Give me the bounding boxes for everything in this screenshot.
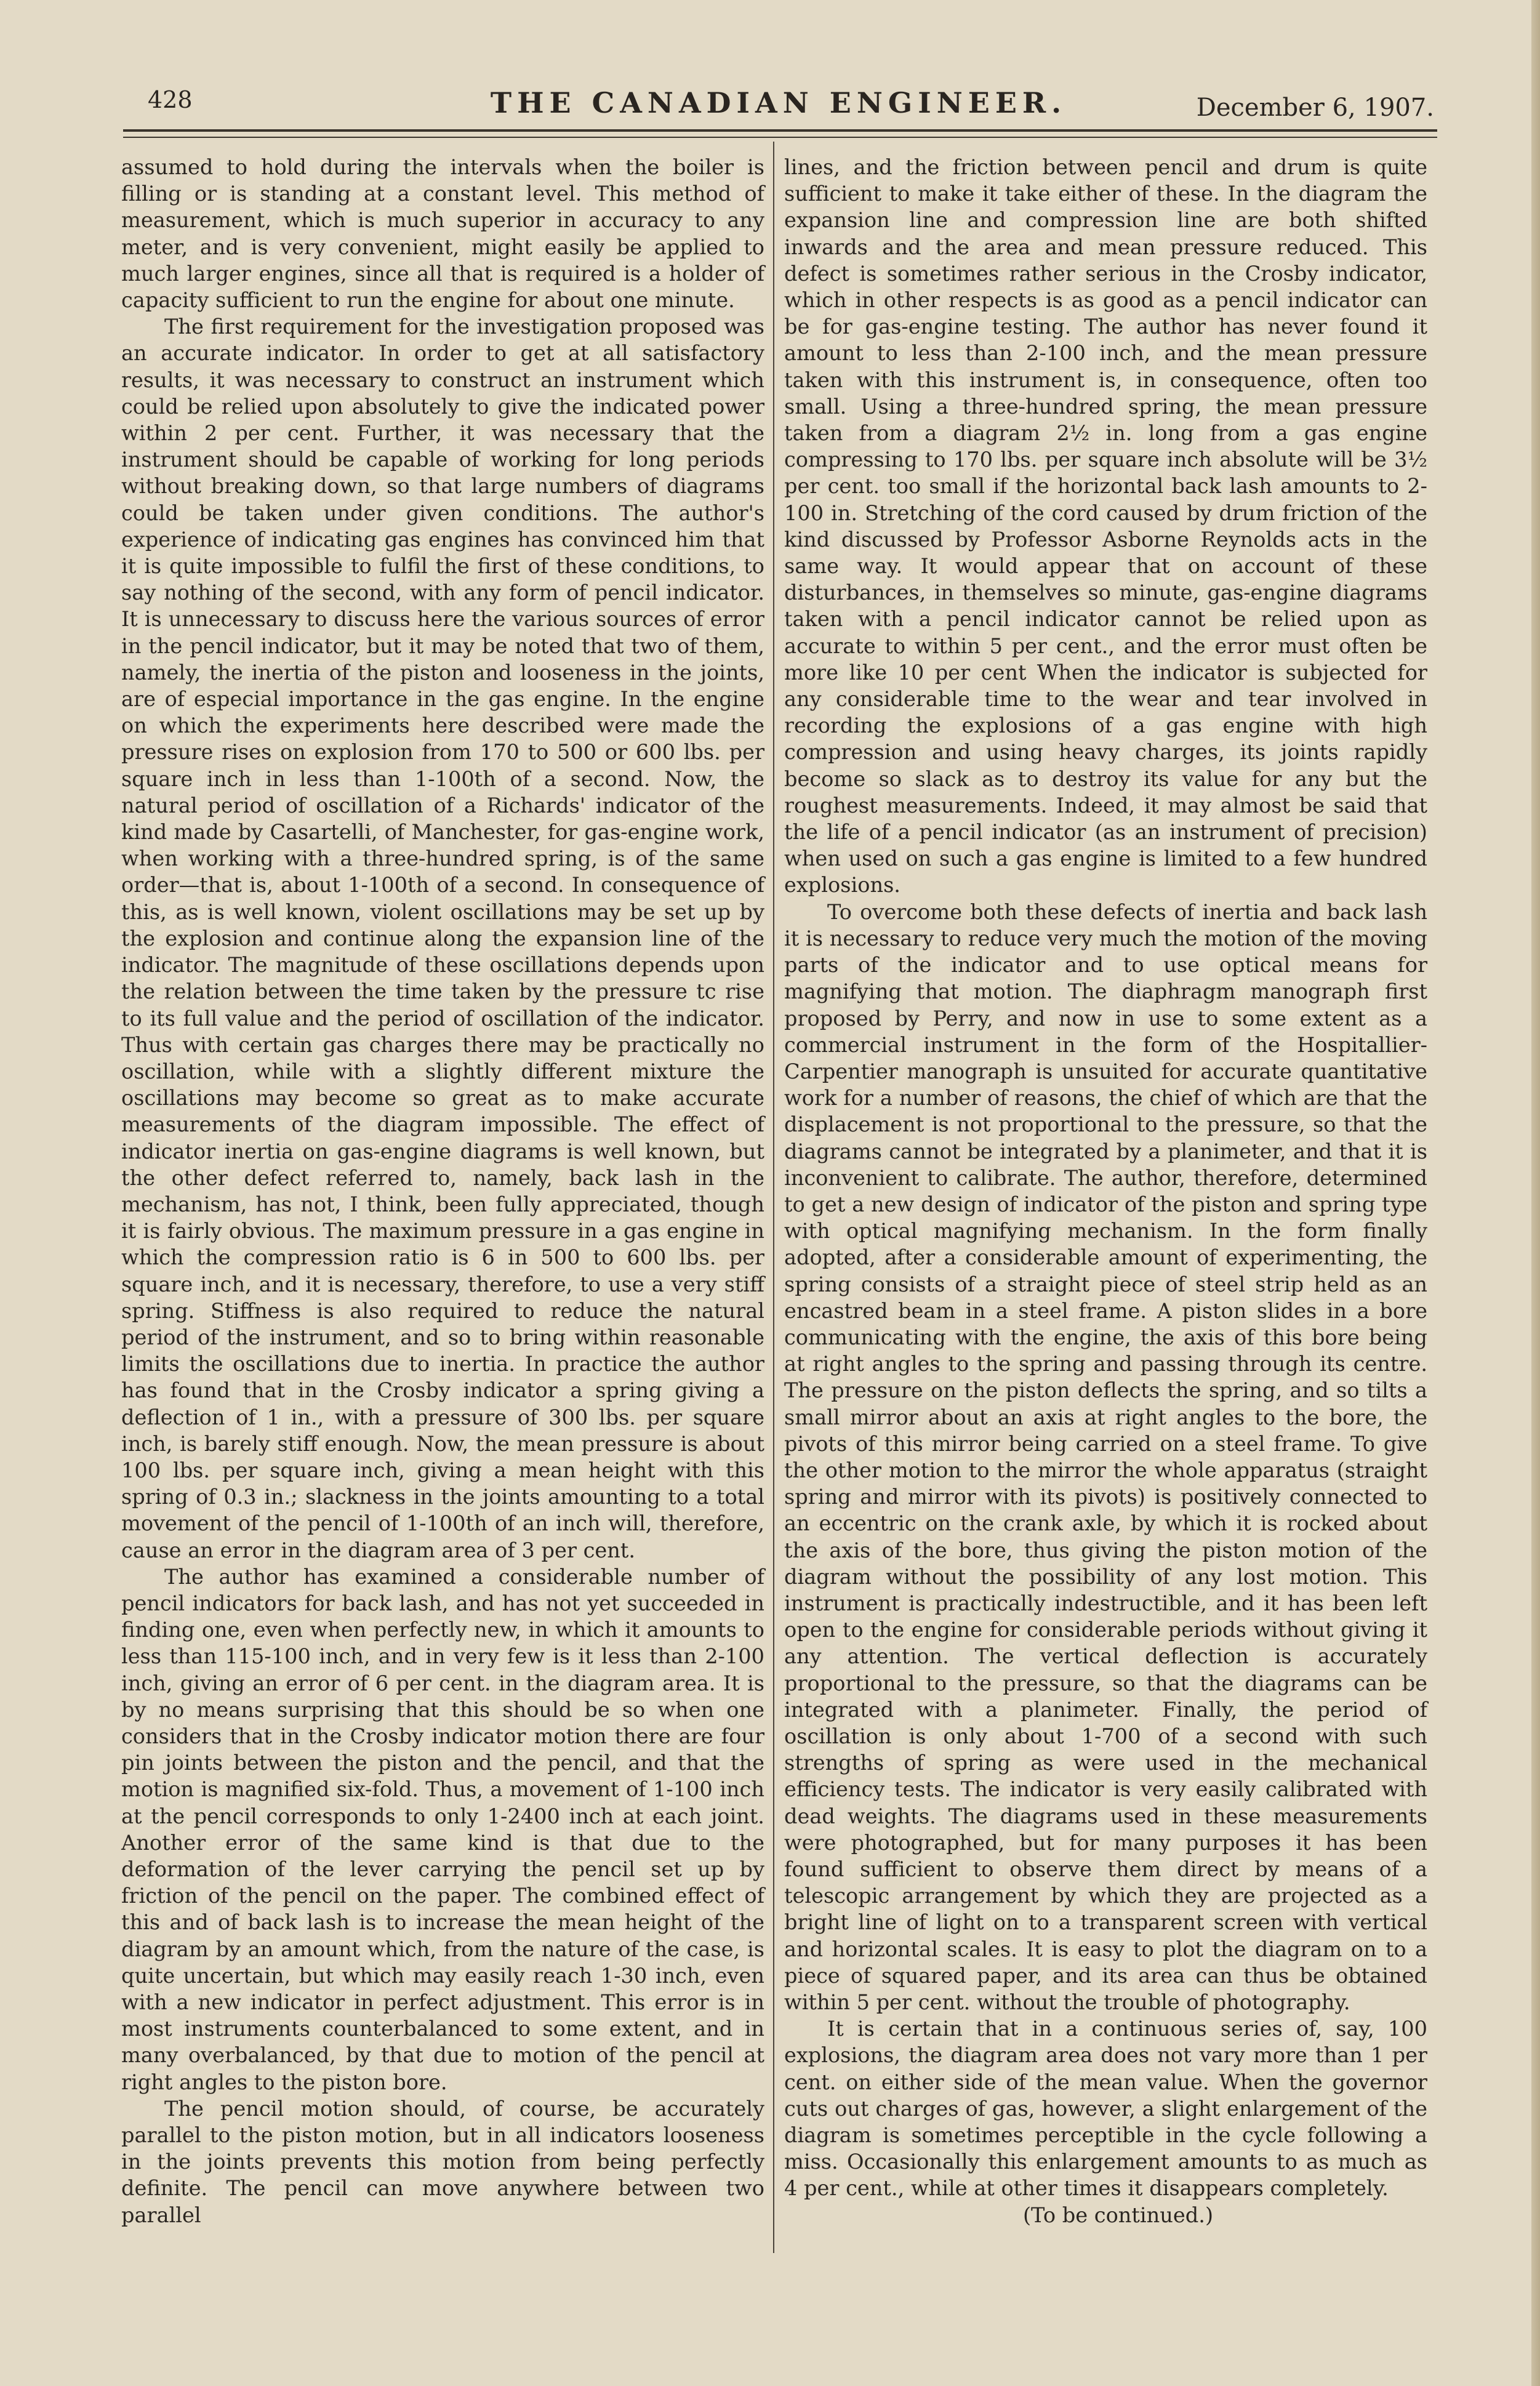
left-paragraph-3: The author has examined a considerable number of pencil indicators for back lash, and has not yet succeeded in finding one, even when perfectly new, in which it amounts to less than 115-100 inch, and in very few is it less than 2-100 inch, giving an error of 6 per cent. in the diagram area. It is by no means surprising that this should be so when one considers that in the Crosby indicator motion there are four pin joints between the piston and the pencil, and that the motion is magnified six-fold. Thus, a movement of 1-100 inch at the pencil corresponds to only 1-2400 inch at each joint. Another error of the same kind is that due to the deformation of the lever carrying the pencil set up by friction of the pencil on the paper. The combined effect of this and of back lash is to increase the mean height of the diagram by an amount which, from the nature of the case, is quite uncertain, but which may easily reach 1-30 inch, even with a new indicator in perfect adjustment. This error is in most instruments counterbalanced to some extent, and in many overbalanced, by that due to motion of the pencil at right angles to the piston bore.: [121, 1564, 764, 2094]
right-paragraph-2: To overcome both these defects of inertia and back lash it is necessary to reduce very much the motion of the moving parts of the indicator and to use optical means for magnifying that motion. The diaphragm manograph first proposed by Perry, and now in use to some extent as a commercial instrument in the form of the Hospitallier-Carpentier manograph is unsuited for accurate quantitative work for a number of reasons, the chief of which are that the displacement is not proportional to the pressure, so that the diagrams cannot be integrated by a planimeter, and that it is inconvenient to calibrate. The author, therefore, determined to get a new design of indicator of the piston and spring type with optical magnifying mechanism. In the form finally adopted, after a considerable amount of experimenting, the spring consists of a straight piece of steel strip held as an encastred beam in a steel frame. A piston slides in a bore communicating with the engine, the axis of this bore being at right angles to the spring and passing through its centre. The pressure on the piston deflects the spring, and so tilts a small mirror about an axis at right angles to the bore, the pivots of this mirror being carried on a steel frame. To give the other motion to the mirror the whole apparatus (straight spring and mirror with its pivots) is positively connected to an eccentric on the crank axle, by which it is rocked about the axis of the bore, thus giving the piston motion of the diagram without the possibility of any lost motion. This instrument is practically indestructible, and it has been left open to the engine for considerable periods without giving it any attention. The vertical deflection is accurately proportional to the pressure, so that the diagrams can be integrated with a planimeter. Finally, the period of oscillation is only about 1-700 of a second with such strengths of spring as were used in the mechanical efficiency tests. The indicator is very easily calibrated with dead weights. The diagrams used in these measurements were photographed, but for many purposes it has been found sufficient to observe them direct by means of a telescopic arrangement by which they are projected as a bright line of light on to a transparent screen with vertical and horizontal scales. It is easy to plot the diagram on to a piece of squared paper, and its area can thus be obtained within 5 per cent. without the trouble of photography.: [784, 899, 1427, 2015]
issue-date: December 6, 1907.: [1196, 94, 1434, 122]
right-column: [784, 154, 1427, 2228]
column-divider: [773, 142, 774, 2253]
header-rule-thick: [123, 129, 1437, 132]
right-paragraph-1: lines, and the friction between pencil and drum is quite sufficient to make it take either of these. In the diagram the expansion line and compression line are both shifted inwards and the area and mean pressure reduced. This defect is sometimes rather serious in the Crosby indicator, which in other respects is as good as a pencil indicator can be for gas-engine testing. The author has never found it amount to less than 2-100 inch, and the mean pressure taken with this instrument is, in consequence, often too small. Using a three-hundred spring, the mean pressure taken from a diagram 2½ in. long from a gas engine compressing to 170 lbs. per square inch absolute will be 3½ per cent. too small if the horizontal back lash amounts to 2-100 in. Stretching of the cord caused by drum friction of the kind discussed by Professor Asborne Reynolds acts in the same way. It would appear that on account of these disturbances, in themselves so minute, gas-engine diagrams taken with a pencil indicator cannot be relied upon as accurate to within 5 per cent., and the error must often be more like 10 per cent When the indicator is subjected for any considerable time to the wear and tear involved in recording the explosions of a gas engine with high compression and using heavy charges, its joints rapidly become so slack as to destroy its value for any but the roughest measurements. Indeed, it may almost be said that the life of a pencil indicator (as an instrument of precision) when used on such a gas engine is limited to a few hundred explosions.: [784, 155, 1427, 898]
left-paragraph-2: The first requirement for the investigation proposed was an accurate indicator. In order to get at all satisfactory results, it was necessary to construct an instrument which could be relied upon absolutely to give the indicated power within 2 per cent. Further, it was necessary that the instrument should be capable of working for long periods without breaking down, so that large numbers of diagrams could be taken under given conditions. The author's experience of indicating gas engines has convinced him that it is quite impossible to fulfil the first of these conditions, to say nothing of the second, with any form of pencil indicator. It is unnecessary to discuss here the various sources of error in the pencil indicator, but it may be noted that two of them, namely, the inertia of the piston and looseness in the joints, are of especial importance in the gas engine. In the engine on which the experiments here described were made the pressure rises on explosion from 170 to 500 or 600 lbs. per square inch in less than 1-100th of a second. Now, the natural period of oscillation of a Richards' indicator of the kind made by Casartelli, of Manchester, for gas-engine work, when working with a three-hundred spring, is of the same order—that is, about 1-100th of a second. In consequence of this, as is well known, violent oscillations may be set up by the explosion and continue along the expansion line of the indicator. The magnitude of these oscillations depends upon the relation between the time taken by the pressure tc rise to its full value and the period of oscillation of the indicator. Thus with certain gas charges there may be practically no oscillation, while with a slightly different mixture the oscillations may become so great as to make accurate measurements of the diagram impossible. The effect of indicator inertia on gas-engine diagrams is well known, but the other defect referred to, namely, back lash in the mechanism, has not, I think, been fully appreciated, though it is fairly obvious. The maximum pressure in a gas engine in which the compression ratio is 6 in 500 to 600 lbs. per square inch, and it is necessary, therefore, to use a very stiff spring. Stiffness is also required to reduce the natural period of the instrument, and so to bring within reasonable limits the oscillations due to inertia. In practice the author has found that in the Crosby indicator a spring giving a deflection of 1 in., with a pressure of 300 lbs. per square inch, is barely stiff enough. Now, the mean pressure is about 100 lbs. per square inch, giving a mean height with this spring of 0.3 in.; slackness in the joints amounting to a total movement of the pencil of 1-100th of an inch will, therefore, cause an error in the diagram area of 3 per cent.: [121, 315, 764, 1562]
header-rule-thin: [123, 137, 1437, 138]
right-paragraph-3: It is certain that in a continuous series of, say, 100 explosions, the diagram area does not vary more than 1 per cent. on either side of the mean value. When the governor cuts out charges of gas, however, a slight enlargement of the diagram is sometimes perceptible in the cycle following a miss. Occasionally this enlargement amounts to as much as 4 per cent., while at other times it disappears completely.: [784, 2017, 1427, 2201]
continued-note: (To be continued.): [1022, 2203, 1214, 2227]
left-paragraph-4: The pencil motion should, of course, be accurately parallel to the piston motion, but in all indicators looseness in the joints prevents this motion from being perfectly definite. The pencil can move anywhere between two parallel: [121, 2096, 764, 2227]
journal-title: THE CANADIAN ENGINEER.: [490, 86, 1067, 119]
left-paragraph-1: assumed to hold during the intervals when the boiler is filling or is standing at a constant level. This method of measurement, which is much superior in accuracy to any meter, and is very convenient, might easily be applied to much larger engines, since all that is required is a holder of capacity sufficient to run the engine for about one minute.: [121, 155, 764, 313]
page-number: 428: [148, 86, 193, 113]
page-header: [123, 86, 1434, 129]
left-column: [121, 154, 764, 2228]
